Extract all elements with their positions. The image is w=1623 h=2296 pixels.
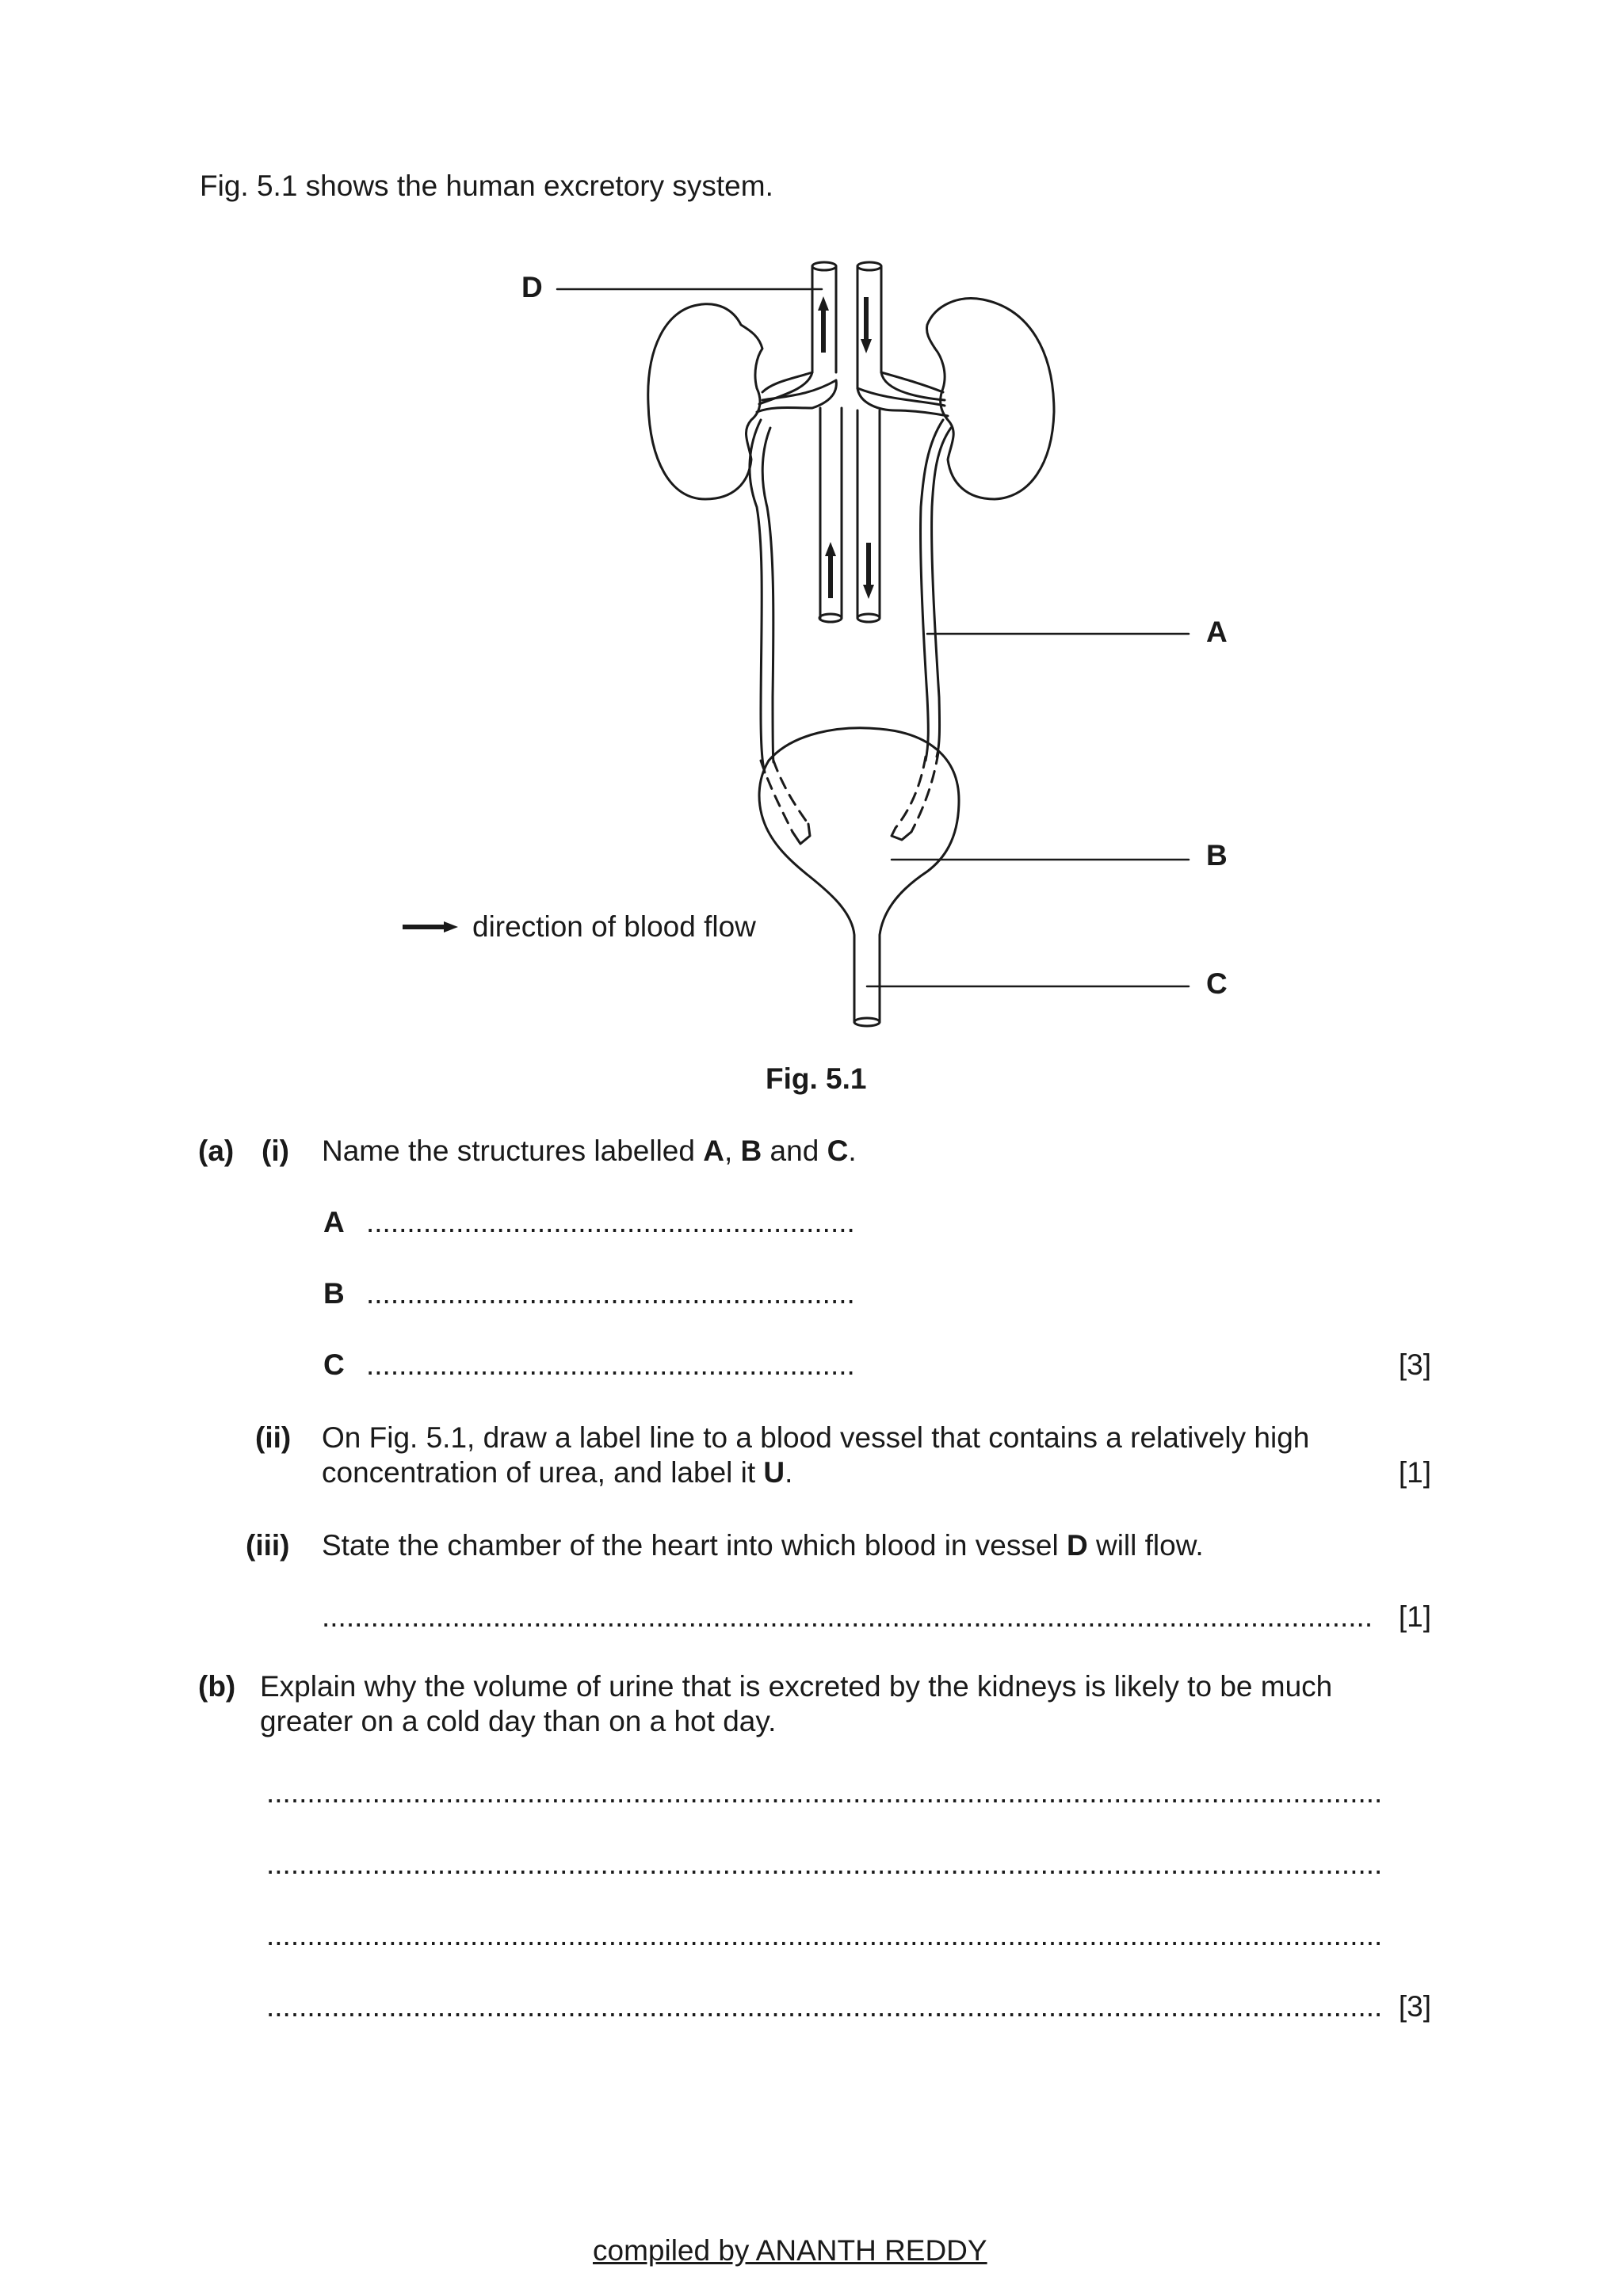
label-D: D bbox=[521, 271, 543, 303]
q-a-ii-line2-pre: concentration of urea, and label it bbox=[322, 1456, 764, 1489]
q-a-i-letter-c: C bbox=[827, 1135, 849, 1167]
answer-line-b-2[interactable]: ......................................................................................................................................... bbox=[266, 1848, 1383, 1880]
q-a-ii-number: (ii) bbox=[255, 1421, 292, 1454]
label-C: C bbox=[1206, 967, 1228, 1000]
q-b-line1: Explain why the volume of urine that is excreted by the kidneys is likely to be much bbox=[260, 1670, 1333, 1703]
marks-a-ii: [1] bbox=[1398, 1456, 1431, 1489]
q-a-iii-letter-d: D bbox=[1066, 1529, 1088, 1562]
answer-line-b-4[interactable]: ......................................................................................................................................... bbox=[266, 1990, 1383, 2023]
q-a-ii-line2-end: . bbox=[785, 1456, 793, 1489]
label-A: A bbox=[1206, 616, 1228, 648]
right-kidney bbox=[926, 299, 1054, 499]
answer-line-c[interactable]: ............................................................ bbox=[366, 1348, 855, 1381]
answer-letter-b: B bbox=[323, 1277, 345, 1310]
q-a-iii-text bbox=[322, 1527, 1204, 1564]
bladder bbox=[769, 728, 959, 1022]
answer-line-b-3[interactable]: ......................................................................................................................................... bbox=[266, 1919, 1383, 1951]
label-B: B bbox=[1206, 839, 1228, 871]
q-a-iii-text-pre: State the chamber of the heart into which blood in vessel bbox=[322, 1529, 1067, 1562]
q-a-i-and: and bbox=[762, 1135, 827, 1167]
answer-letter-a: A bbox=[323, 1206, 345, 1238]
answer-letter-c: C bbox=[323, 1348, 345, 1381]
answer-line-b-1[interactable]: ......................................................................................................................................... bbox=[266, 1776, 1383, 1809]
q-a-ii-letter-u: U bbox=[763, 1456, 785, 1489]
q-a-ii-line1: On Fig. 5.1, draw a label line to a blood vessel that contains a relatively high bbox=[322, 1421, 1310, 1454]
intro-text: Fig. 5.1 shows the human excretory system. bbox=[200, 170, 773, 202]
q-a-i-letter-b: B bbox=[740, 1135, 762, 1167]
legend-text: direction of blood flow bbox=[472, 910, 756, 943]
q-a-ii-line2 bbox=[322, 1455, 792, 1491]
q-a-iii-text-end: will flow. bbox=[1087, 1529, 1204, 1562]
q-a-i-comma: , bbox=[724, 1135, 741, 1167]
marks-a-iii: [1] bbox=[1398, 1600, 1431, 1633]
q-a-iii-number: (iii) bbox=[246, 1529, 290, 1562]
answer-line-a-iii[interactable]: ................................................................................................................................. bbox=[322, 1600, 1373, 1633]
marks-b: [3] bbox=[1398, 1990, 1431, 2023]
q-a-i-number: (i) bbox=[262, 1135, 289, 1167]
left-kidney bbox=[648, 304, 762, 499]
answer-line-a[interactable]: ............................................................ bbox=[366, 1206, 855, 1238]
footer-credit: compiled by ANANTH REDDY bbox=[593, 2234, 987, 2267]
q-a-i-letter-a: A bbox=[703, 1135, 724, 1167]
q-a-i-text-pre: Name the structures labelled bbox=[322, 1135, 704, 1167]
answer-line-b[interactable]: ............................................................ bbox=[366, 1277, 855, 1310]
figure-caption: Fig. 5.1 bbox=[766, 1062, 867, 1095]
marks-a-i: [3] bbox=[1398, 1348, 1431, 1381]
part-a-label: (a) bbox=[198, 1135, 235, 1167]
part-b-label: (b) bbox=[198, 1670, 236, 1703]
q-a-i-text bbox=[322, 1133, 857, 1169]
q-a-i-end: . bbox=[848, 1135, 857, 1167]
q-b-line2: greater on a cold day than on a hot day. bbox=[260, 1705, 777, 1737]
excretory-system-diagram bbox=[0, 0, 1623, 1109]
